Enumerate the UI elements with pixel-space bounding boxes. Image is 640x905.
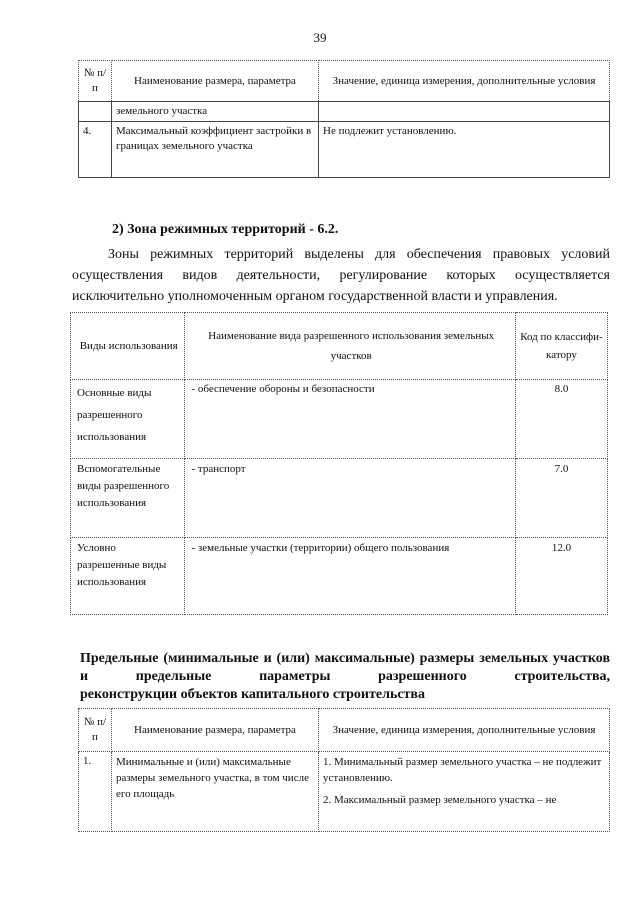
header-parameter-name: Наименование размера, параметра	[112, 61, 319, 102]
use-type: Условно разрешенные виды использования	[71, 538, 185, 615]
parameters-table-continued	[78, 60, 610, 178]
row-value-item: 1. Минимальный размер земельного участка – не подлежит установлению.	[323, 756, 602, 784]
table-row	[71, 459, 608, 538]
table-row	[79, 102, 610, 122]
page-number: 39	[313, 30, 327, 45]
limits-parameters-table	[78, 708, 610, 832]
header-code: Код по классифи-катору	[515, 313, 607, 380]
table-header-row	[79, 61, 610, 102]
header-use-name: Наименование вида разрешенного использования земельных участков	[185, 313, 515, 380]
land-use-types-table	[70, 312, 608, 615]
table-row	[79, 122, 610, 178]
row-number: 4.	[79, 122, 112, 178]
use-code: 8.0	[515, 380, 607, 459]
use-code: 12.0	[515, 538, 607, 615]
use-type: Основные виды разрешенного использования	[71, 380, 185, 459]
use-code: 7.0	[515, 459, 607, 538]
table-row	[71, 538, 608, 615]
table-header-row	[79, 709, 610, 752]
header-value: Значение, единица измерения, дополнительные условия	[319, 61, 610, 102]
table-row	[71, 380, 608, 459]
row-number	[79, 102, 112, 122]
limits-heading-line1: Предельные (минимальные и (или) максимальные) размеры земельных участков и предельные параметры разрешенного строительства,	[80, 651, 610, 684]
row-value-item: 2. Максимальный размер земельного участка – не	[323, 794, 557, 806]
header-number: № п/п	[79, 709, 112, 752]
row-parameter-name: земельного участка	[112, 102, 319, 122]
row-value: Не подлежит установлению.	[319, 122, 610, 178]
use-type: Вспомогательные виды разрешенного использования	[71, 459, 185, 538]
use-name: - транспорт	[185, 459, 515, 538]
row-value	[319, 752, 610, 832]
row-number: 1.	[79, 752, 112, 832]
row-value	[319, 102, 610, 122]
header-parameter-name: Наименование размера, параметра	[112, 709, 319, 752]
limits-heading-line2: реконструкции объектов капитального строительства	[80, 687, 425, 702]
zone-heading: 2) Зона режимных территорий - 6.2.	[112, 222, 339, 237]
header-value: Значение, единица измерения, дополнительные условия	[319, 709, 610, 752]
limits-heading	[80, 650, 610, 704]
header-use-type: Виды использования	[71, 313, 185, 380]
header-number: № п/п	[79, 61, 112, 102]
row-parameter-name: Минимальные и (или) максимальные размеры земельного участка, в том числе его площадь	[112, 752, 319, 832]
use-name: - земельные участки (территории) общего пользования	[185, 538, 515, 615]
table-row	[79, 752, 610, 832]
use-name: - обеспечение обороны и безопасности	[185, 380, 515, 459]
table-header-row	[71, 313, 608, 380]
row-parameter-name: Максимальный коэффициент застройки в границах земельного участка	[112, 122, 319, 178]
zone-description: Зоны режимных территорий выделены для обеспечения правовых условий осуществления видов деятельности, регулирование которых осуществляется исключительно уполномоченным органом государственной власти и управления.	[72, 247, 610, 304]
